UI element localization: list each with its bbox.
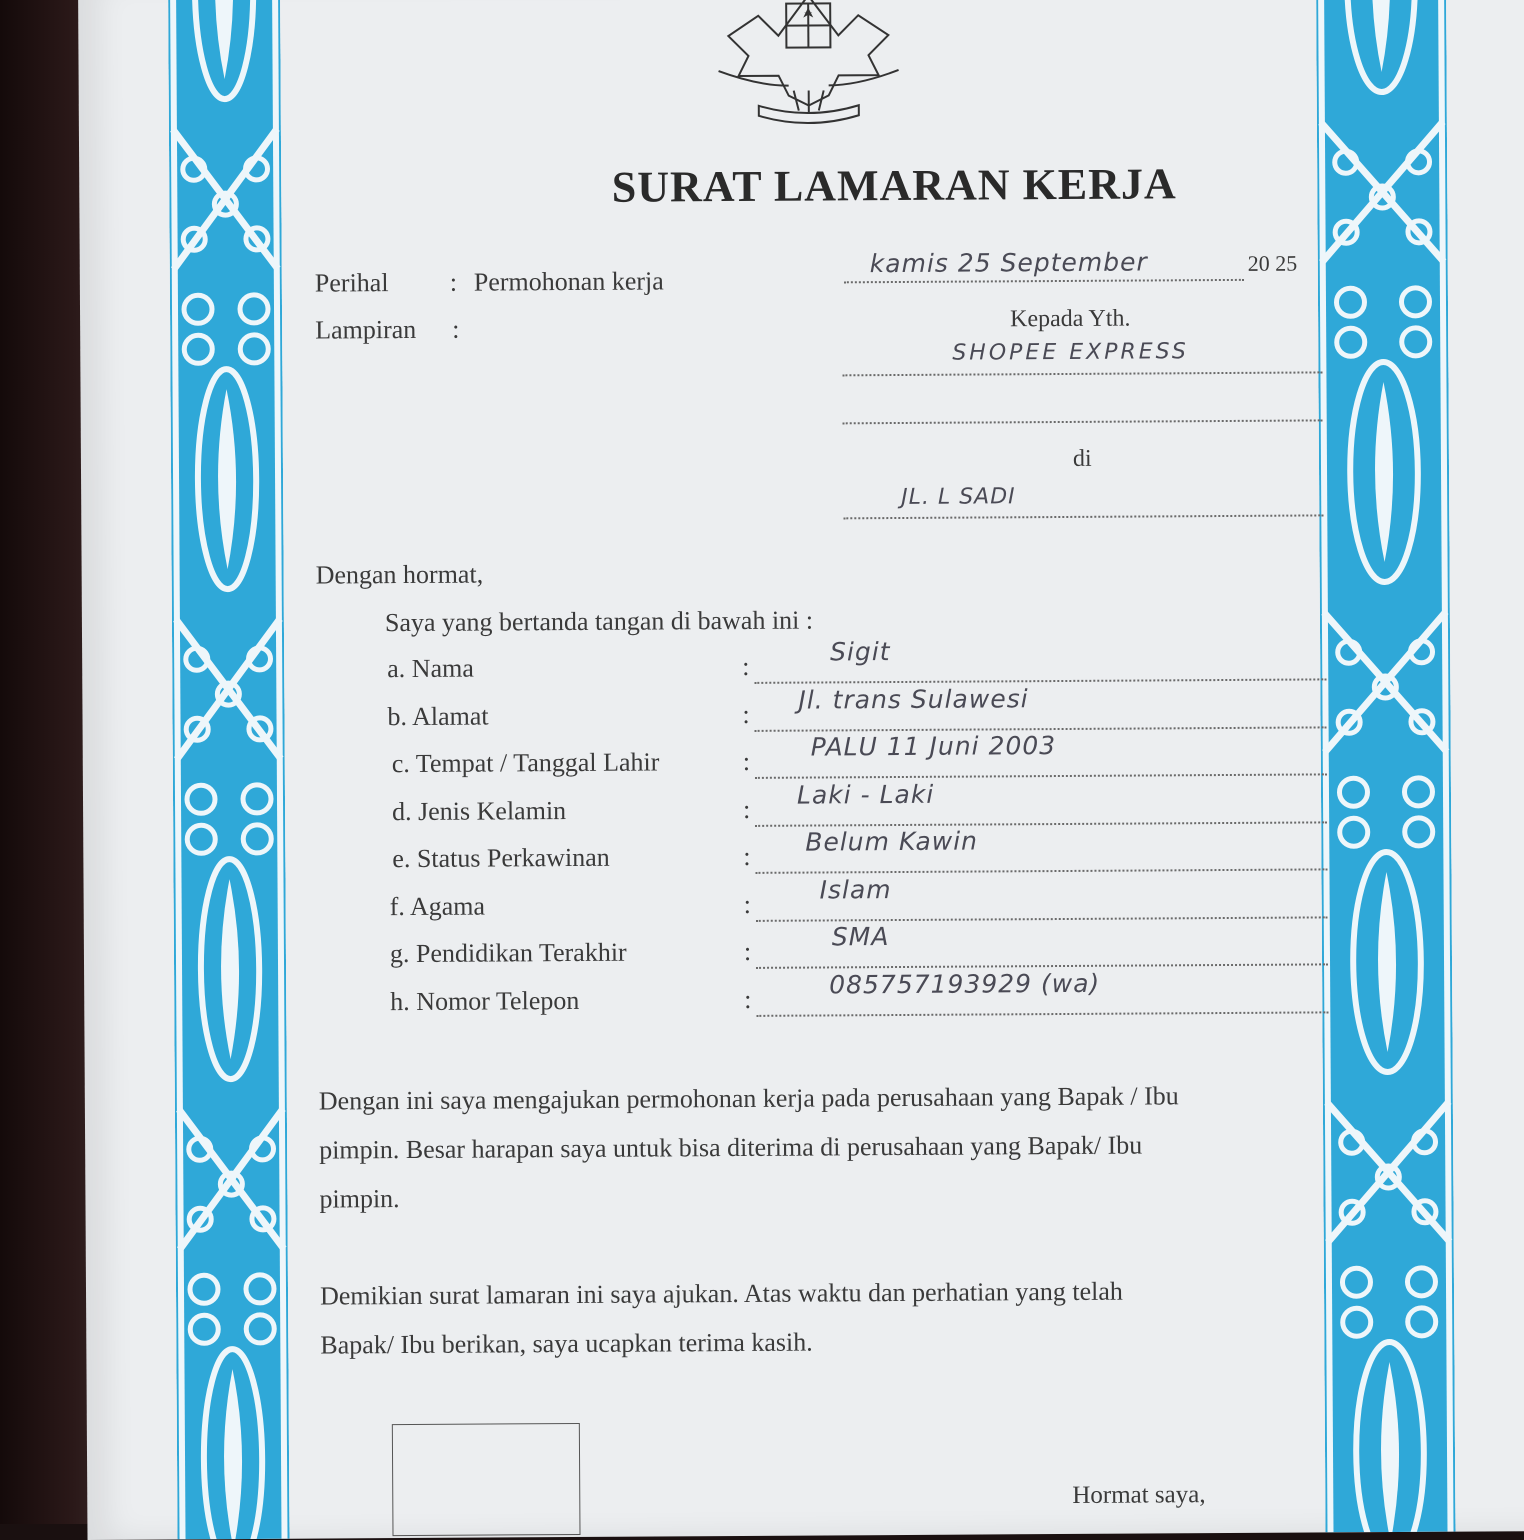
recipient-handwritten: SHOPEE EXPRESS: [952, 339, 1189, 365]
field-colon: :: [744, 889, 751, 919]
paragraph-line: pimpin.: [319, 1168, 1329, 1223]
field-label: f. Agama: [390, 891, 485, 922]
field-label: a. Nama: [387, 654, 474, 685]
field-handwritten-value: Sigit: [830, 637, 891, 666]
photo-box: [392, 1423, 581, 1536]
field-label: h. Nomor Telepon: [390, 985, 579, 1016]
field-dotted-line: [755, 868, 1327, 873]
field-colon: :: [743, 794, 750, 824]
field-label: c. Tempat / Tanggal Lahir: [392, 747, 660, 779]
paragraph-request: [319, 1070, 1330, 1223]
application-letter-form: [78, 0, 1524, 1540]
field-handwritten-value: SMA: [832, 922, 890, 951]
field-colon: :: [744, 937, 751, 967]
paragraph-line: Dengan ini saya mengajukan permohonan kerja pada perusahaan yang Bapak / Ibu: [319, 1070, 1329, 1125]
lampiran-colon: :: [452, 315, 459, 345]
location-dotted-line: [843, 514, 1323, 519]
closing-signoff: Hormat saya,: [1072, 1481, 1205, 1510]
garuda-emblem-icon: [698, 0, 919, 141]
lampiran-label: Lampiran: [315, 315, 416, 346]
field-dotted-line: [756, 916, 1328, 921]
recipient-dotted-line-2: [843, 419, 1323, 424]
location-handwritten: JL. L SADI: [901, 484, 1016, 510]
field-dotted-line: [756, 1011, 1328, 1016]
field-colon: :: [742, 652, 749, 682]
letter-title: SURAT LAMARAN KERJA: [379, 157, 1409, 214]
field-colon: :: [743, 747, 750, 777]
field-handwritten-value: Laki - Laki: [797, 779, 934, 809]
field-colon: :: [743, 842, 750, 872]
field-dotted-line: [755, 821, 1327, 826]
paragraph-line: Bapak/ Ibu berikan, saya ucapkan terima kasih.: [320, 1314, 1330, 1369]
perihal-label: Perihal: [315, 268, 389, 298]
field-handwritten-value: PALU 11 Juni 2003: [811, 731, 1057, 761]
perihal-colon: :: [450, 268, 457, 298]
field-colon: :: [744, 984, 751, 1014]
field-dotted-line: [754, 678, 1326, 683]
right-ornamental-border: [1316, 0, 1456, 1532]
date-dotted-line: [844, 279, 1244, 283]
field-colon: :: [742, 699, 749, 729]
field-handwritten-value: Islam: [819, 875, 891, 904]
paragraph-line: Demikian surat lamaran ini saya ajukan. Atas waktu dan perhatian yang telah: [320, 1265, 1330, 1320]
field-handwritten-value: Belum Kawin: [805, 827, 978, 857]
field-dotted-line: [755, 773, 1327, 778]
field-handwritten-value: Jl. trans Sulawesi: [798, 684, 1028, 714]
perihal-value: Permohonan kerja: [474, 266, 664, 297]
date-handwritten: kamis 25 September: [870, 247, 1148, 278]
paragraph-line: pimpin. Besar harapan saya untuk bisa diterima di perusahaan yang Bapak/ Ibu: [319, 1119, 1329, 1174]
recipient-dotted-line: [842, 371, 1322, 376]
greeting: Dengan hormat,: [316, 560, 484, 591]
paragraph-closing: [320, 1265, 1331, 1369]
kepada-yth: Kepada Yth.: [1010, 306, 1131, 334]
field-handwritten-value: 085757193929 (wa): [829, 968, 1100, 999]
date-year: 20 25: [1248, 251, 1298, 277]
field-label: g. Pendidikan Terakhir: [390, 938, 627, 969]
di-label: di: [1073, 446, 1092, 473]
field-label: e. Status Perkawinan: [392, 843, 610, 874]
field-label: b. Alamat: [387, 701, 488, 732]
field-label: d. Jenis Kelamin: [392, 796, 566, 827]
intro-text: Saya yang bertanda tangan di bawah ini :: [385, 606, 813, 639]
left-ornamental-border: [168, 0, 290, 1539]
